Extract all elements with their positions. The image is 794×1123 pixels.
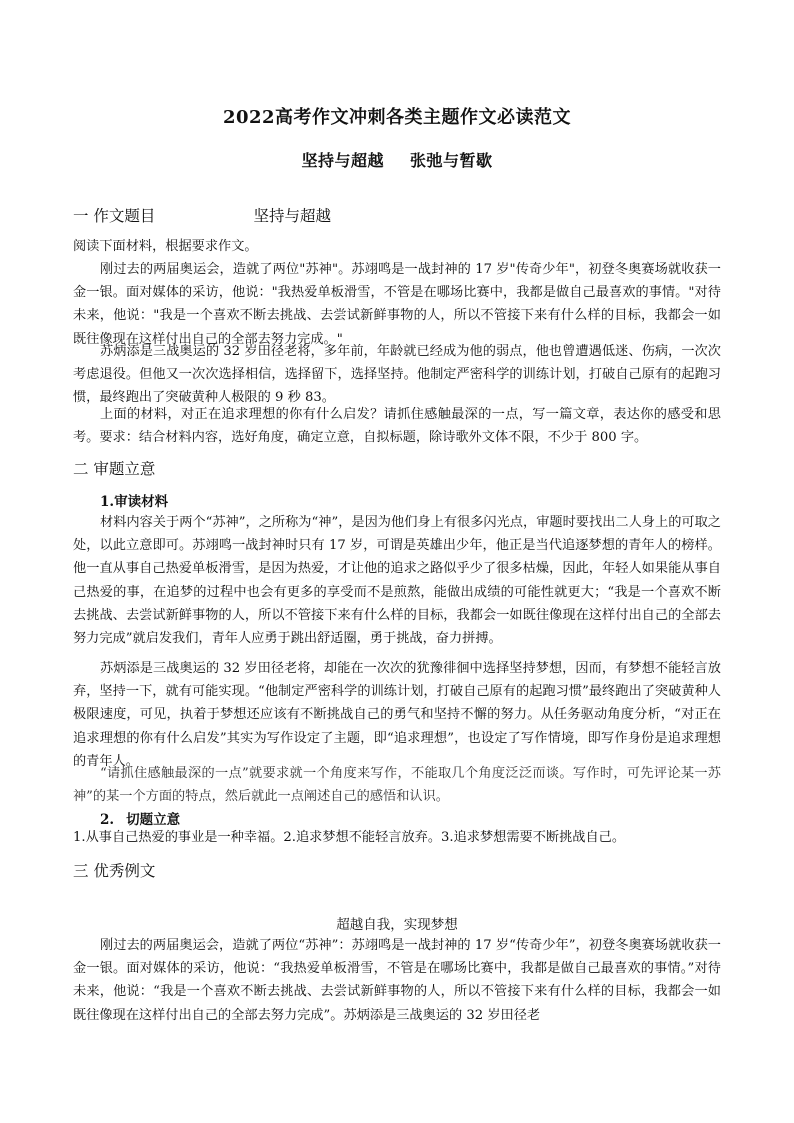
document-sub-title: [0, 148, 794, 171]
sub-title-part-a: 坚持与超越: [301, 151, 384, 170]
essay-paragraph-1: 刚过去的两届奥运会，造就了两位“苏神”：苏翊鸣是一战封神的 17 岁“传奇少年”，初登冬奥赛场就收获一金一银。面对媒体的采访，他说：“我热爱单板滑雪，不管是在哪场比赛中，我都是做自己最喜欢的事情。”对待未来，他说：“我是一个喜欢不断去挑战、去尝试新鲜事物的人，所以不管接下来有什么样的目标，我都会一如既往像现在这样付出自己的全部去努力完成”。苏炳添是三战奥运的 32 岁田径老: [73, 938, 721, 1023]
section-2-heading: 二 审题立意: [73, 460, 156, 478]
task-instruction: 阅读下面材料，根据要求作文。: [73, 239, 258, 254]
subsection-2-number: 2.: [100, 812, 115, 828]
essay-title: 超越自我，实现梦想: [336, 917, 458, 933]
subsection-2-label: 切题立意: [126, 812, 181, 828]
analysis-paragraph-3: “请抓住感触最深的一点”就要求就一个角度来写作，不能取几个角度泛泛而谈。写作时，可先评论某一苏神”的某一个方面的特点，然后就此一点阐述自己的感悟和认识。: [73, 766, 721, 805]
material-paragraph-1: 刚过去的两届奥运会，造就了两位"苏神"。苏翊鸣是一战封神的 17 岁"传奇少年"，初登冬奥赛场就收获一金一银。面对媒体的采访，他说："我热爱单板滑雪，不管是在哪场比赛中，我都是做自己最喜欢的事情。"对待未来，他说："我是一个喜欢不断去挑战、去尝试新鲜事物的人，所以不管接下来有什么样的目标，我都会一如既往像现在这样付出自己的全部去努力完成。": [73, 262, 721, 347]
section-3-heading: 三 优秀例文: [73, 862, 156, 880]
subsection-2-heading: [100, 808, 180, 828]
analysis-paragraph-2: 苏炳添是三战奥运的 32 岁田径老将，却能在一次次的犹豫徘徊中选择坚持梦想，因而，有梦想不能轻言放弃，坚持一下，就有可能实现。“他制定严密科学的训练计划，打破自己原有的起跑习惯”最终跑出了突破黄种人极限速度，可见，执着于梦想还应该有不断挑战自己的勇气和坚持不懈的努力。从任务驱动角度分析，“对正在追求理想的你有什么启发”其实为写作设定了主题，即“追求理想”，也设定了写作情境，即写作身份是追求理想的青年人。: [73, 661, 721, 769]
material-paragraph-2: 苏炳添是三战奥运的 32 岁田径老将，多年前，年龄就已经成为他的弱点，他也曾遭遇低迷、伤病，一次次考虑退役。但他又一次次选择相信，选择留下，选择坚持。他制定严密科学的训练计划，打破自己原有的起跑习惯，最终跑出了突破黄种人极限的 9 秒 83。: [73, 344, 721, 406]
sub-title-part-b: 张弛与暂歇: [410, 151, 493, 170]
section-1-heading-text: 一 作文题目: [73, 207, 156, 225]
section-1-heading: [73, 204, 331, 226]
document-main-title: 2022高考作文冲刺各类主题作文必读范文: [222, 107, 572, 128]
subsection-1-heading: 1.审读材料: [100, 494, 169, 510]
analysis-paragraph-1: 材料内容关于两个“苏神”，之所称为“神”，是因为他们身上有很多闪光点，审题时要找出二人身上的可取之处，以此立意即可。苏翊鸣一战封神时只有 17 岁，可谓是英雄出少年，他正是当代追逐梦想的青年人的榜样。他一直从事自己热爱单板滑雪，是因为热爱，才让他的追求之路似乎少了很多枯燥，因此，年轻人如果能从事自己热爱的事，在追梦的过程中也会有更多的享受而不是煎熬，能做出成绩的可能性就更大；“我是一个喜欢不断去挑战、去尝试新鲜事物的人，所以不管接下来有什么样的目标，我都会一如既往像现在这样付出自己的全部去努力完成”就启发我们，青年人应勇于跳出舒适圈，勇于挑战，奋力拼搏。: [73, 515, 721, 647]
essay-topic: 坚持与超越: [253, 207, 331, 225]
theme-points: 1.从事自己热爱的事业是一种幸福。2.追求梦想不能轻言放弃。3.追求梦想需要不断挑战自己。: [73, 830, 626, 845]
writing-requirements: 上面的材料，对正在追求理想的你有什么启发？请抓住感触最深的一点，写一篇文章，表达你的感受和思考。要求：结合材料内容，选好角度，确定立意，自拟标题，除诗歌外文体不限，不少于 800 字。: [73, 407, 721, 446]
